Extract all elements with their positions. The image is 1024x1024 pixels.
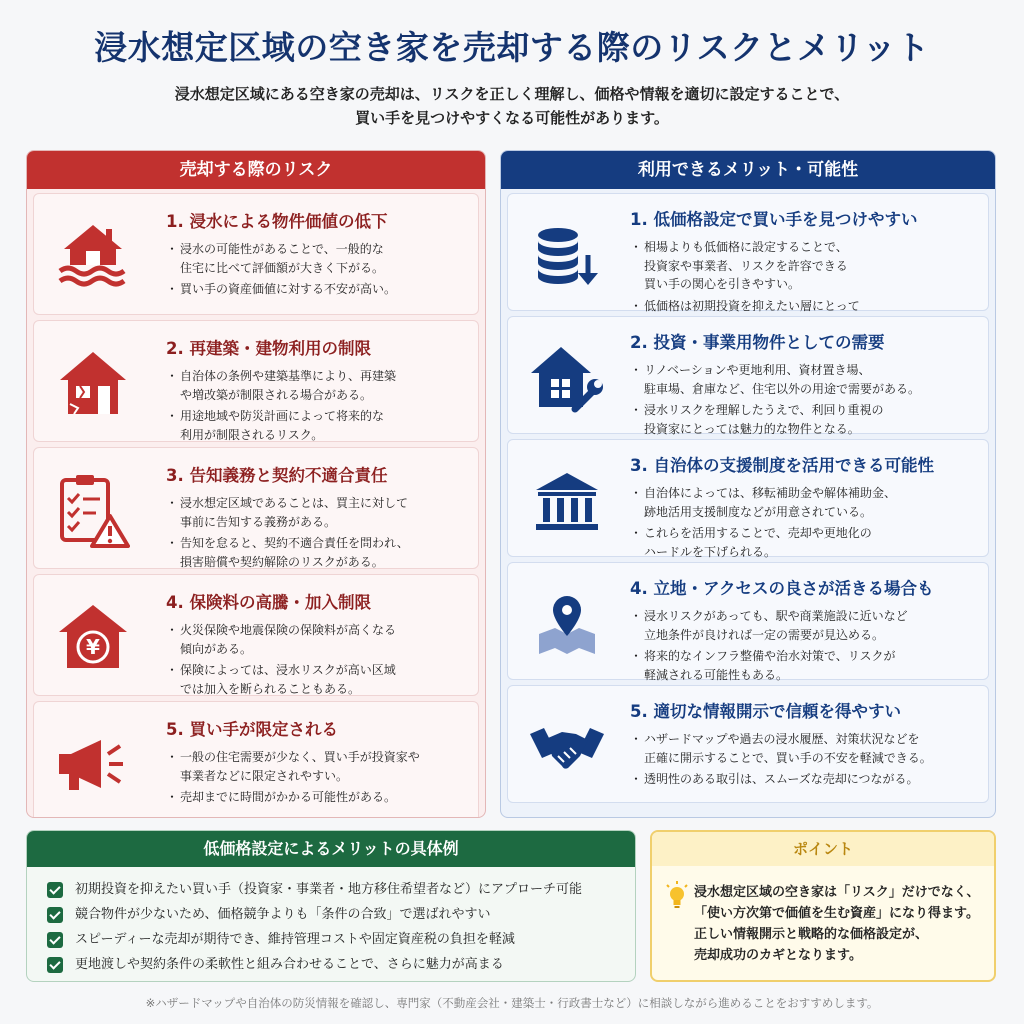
example-item xyxy=(47,902,615,927)
svg-text:¥: ¥ xyxy=(86,635,100,659)
example-text: 更地渡しや契約条件の柔軟性と組み合わせることで、さらに魅力が高まる xyxy=(75,957,504,972)
merit-bullets xyxy=(630,730,980,789)
merits-panel xyxy=(500,150,996,818)
merit-title: 2. 投資・事業用物件としての需要 xyxy=(630,333,885,352)
risks-panel xyxy=(26,150,486,818)
example-text: スピーディーな売却が期待でき、維持管理コストや固定資産税の負担を軽減 xyxy=(75,932,515,947)
risk-card-body xyxy=(166,462,470,574)
merit-title: 5. 適切な情報開示で信頼を得やすい xyxy=(630,702,901,721)
merit-bullet: ・ 浸水リスクを理解したうえで、利回り重視の 投資家にとっては魅力的な物件となる。 xyxy=(630,401,980,438)
merit-bullets xyxy=(630,361,980,438)
subtitle-line: 浸水想定区域にある空き家の売却は、リスクを正しく理解し、価格や情報を適切に設定することで、 xyxy=(174,85,850,103)
flooded-house-icon xyxy=(52,218,134,294)
example-item xyxy=(47,952,615,977)
risk-list xyxy=(27,189,485,817)
risk-title: 5. 買い手が限定される xyxy=(166,720,338,739)
risk-bullets xyxy=(166,367,470,444)
risks-heading: 売却する際のリスク xyxy=(27,151,485,189)
merit-title: 4. 立地・アクセスの良さが活きる場合も xyxy=(630,579,934,598)
merit-title: 3. 自治体の支援制度を活用できる可能性 xyxy=(630,456,934,475)
check-icon xyxy=(47,932,63,948)
merit-card-5 xyxy=(507,685,989,803)
risk-bullets xyxy=(166,494,470,571)
risk-card-2 xyxy=(33,320,479,442)
house-wrench-icon xyxy=(526,341,608,417)
merit-card-4 xyxy=(507,562,989,680)
merit-card-body xyxy=(630,698,980,792)
megaphone-icon xyxy=(52,726,134,802)
risk-bullet: ・ 告知を怠ると、契約不適合責任を問われ、 損害賠償や契約解除のリスクがある。 xyxy=(166,534,470,571)
risk-card-3 xyxy=(33,447,479,569)
example-text: 初期投資を抑えたい買い手（投資家・事業者・地方移住希望者など）にアプローチ可能 xyxy=(75,882,583,897)
merit-bullet: ・ 浸水リスクがあっても、駅や商業施設に近いなど 立地条件が良ければ一定の需要が見込める。 xyxy=(630,607,980,644)
risk-bullet: ・ 保険によっては、浸水リスクが高い区域 では加入を断られることもある。 xyxy=(166,661,470,698)
merit-bullet: ・ 透明性のある取引は、スムーズな売却につながる。 xyxy=(630,770,980,789)
risk-title: 4. 保険料の高騰・加入制限 xyxy=(166,593,371,612)
yen-house-icon xyxy=(52,599,134,675)
risk-bullets xyxy=(166,748,470,807)
merit-bullets xyxy=(630,607,980,684)
point-panel xyxy=(650,830,996,982)
example-text: 競合物件が少ないため、価格競争よりも「条件の合致」で選ばれやすい xyxy=(75,907,491,922)
merit-card-3 xyxy=(507,439,989,557)
subtitle-line: 買い手を見つけやすくなる可能性があります。 xyxy=(355,109,669,127)
point-text xyxy=(694,882,984,966)
risk-bullet: ・ 一般の住宅需要が少なく、買い手が投資家や 事業者などに限定されやすい。 xyxy=(166,748,470,785)
map-pin-icon xyxy=(526,587,608,663)
point-line: 売却成功のカギとなります。 xyxy=(694,948,862,963)
merit-bullet: ・ リノベーションや更地利用、資材置き場、 駐車場、倉庫など、住宅以外の用途で需要がある。 xyxy=(630,361,980,398)
merit-bullet: ・ 将来的なインフラ整備や治水対策で、リスクが 軽減される可能性もある。 xyxy=(630,647,980,684)
risk-title: 2. 再建築・建物利用の制限 xyxy=(166,339,371,358)
example-item xyxy=(47,927,615,952)
check-icon xyxy=(47,957,63,973)
risk-bullet: ・ 浸水の可能性があることで、一般的な 住宅に比べて評価額が大きく下がる。 xyxy=(166,240,470,277)
merit-title: 1. 低価格設定で買い手を見つけやすい xyxy=(630,210,918,229)
risk-title: 3. 告知義務と契約不適合責任 xyxy=(166,466,388,485)
point-line: 浸水想定区域の空き家は「リスク」だけでなく、 xyxy=(694,885,980,900)
risk-card-1 xyxy=(33,193,479,315)
footnote: ※ハザードマップや自治体の防災情報を確認し、専門家（不動産会社・建築士・行政書士など）に相談しながら進めることをおすすめします。 xyxy=(145,996,879,1010)
risk-bullets xyxy=(166,621,470,698)
government-building-icon xyxy=(526,464,608,540)
check-icon xyxy=(47,907,63,923)
coins-down-icon xyxy=(526,218,608,294)
risk-bullet: ・ 自治体の条例や建築基準により、再建築 や増改築が制限される場合がある。 xyxy=(166,367,470,404)
merit-bullets xyxy=(630,484,980,561)
risk-card-body xyxy=(166,208,470,302)
merit-list xyxy=(501,189,995,817)
point-line: 正しい情報開示と戦略的な価格設定が、 xyxy=(694,927,929,942)
examples-list xyxy=(27,867,635,982)
risk-bullet: ・ 用途地域や防災計画によって将来的な 利用が制限されるリスク。 xyxy=(166,407,470,444)
page-subtitle xyxy=(0,82,1024,130)
merit-card-1 xyxy=(507,193,989,311)
risk-card-4 xyxy=(33,574,479,696)
page-title: 浸水想定区域の空き家を売却する際のリスクとメリット xyxy=(94,28,930,67)
lightbulb-icon xyxy=(664,880,690,910)
checklist-warning-icon xyxy=(52,472,134,548)
risk-card-5 xyxy=(33,701,479,818)
damaged-house-icon xyxy=(52,345,134,421)
example-item xyxy=(47,877,615,902)
merit-card-body xyxy=(630,575,980,687)
merit-bullet: ・ これらを活用することで、売却や更地化の ハードルを下げられる。 xyxy=(630,524,980,561)
risk-title: 1. 浸水による物件価値の低下 xyxy=(166,212,388,231)
risk-card-body xyxy=(166,335,470,447)
handshake-icon xyxy=(526,710,608,786)
merit-card-body xyxy=(630,452,980,564)
risk-card-body xyxy=(166,589,470,701)
risk-card-body xyxy=(166,716,470,810)
risk-bullet: ・ 買い手の資産価値に対する不安が高い。 xyxy=(166,280,470,299)
merit-bullet: ・ 低価格は初期投資を抑えたい層にとって xyxy=(630,297,980,334)
check-icon xyxy=(47,882,63,898)
risk-bullet: ・ 売却までに時間がかかる可能性がある。 xyxy=(166,788,470,807)
merit-bullet: ・ ハザードマップや過去の浸水履歴、対策状況などを 正確に開示することで、買い手の不安を軽減できる。 xyxy=(630,730,980,767)
risk-bullets xyxy=(166,240,470,299)
examples-heading: 低価格設定によるメリットの具体例 xyxy=(27,831,635,867)
point-line: 「使い方次第で価値を生む資産」になり得ます。 xyxy=(694,906,979,921)
merit-card-2 xyxy=(507,316,989,434)
risk-bullet: ・ 火災保険や地震保険の保険料が高くなる 傾向がある。 xyxy=(166,621,470,658)
merit-bullet: ・ 自治体によっては、移転補助金や解体補助金、 跡地活用支援制度などが用意されている。 xyxy=(630,484,980,521)
merit-card-body xyxy=(630,329,980,441)
examples-panel xyxy=(26,830,636,982)
point-heading: ポイント xyxy=(652,832,994,866)
risk-bullet: ・ 浸水想定区域であることは、買主に対して 事前に告知する義務がある。 xyxy=(166,494,470,531)
merit-bullet: ・ 相場よりも低価格に設定することで、 投資家や事業者、リスクを許容できる 買い手の関心を引きやすい。 xyxy=(630,238,980,294)
merits-heading: 利用できるメリット・可能性 xyxy=(501,151,995,189)
